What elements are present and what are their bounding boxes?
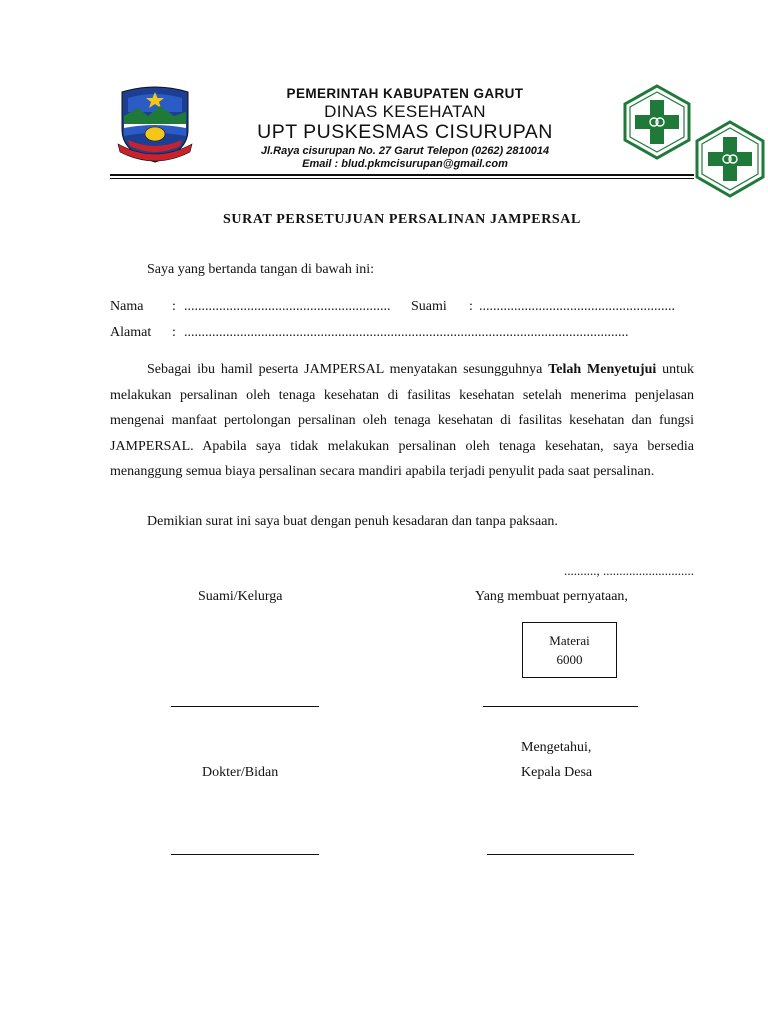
nama-colon: :: [172, 299, 176, 314]
letterhead-divider-thin: [110, 178, 694, 179]
stamp-duty-label: Materai: [549, 633, 590, 648]
suami-field[interactable]: ........................................................: [479, 299, 675, 314]
government-name: PEMERINTAH KABUPATEN GARUT: [286, 86, 524, 101]
village-head-signature-line: [487, 854, 634, 855]
village-head-signature-label: Kepala Desa: [521, 765, 593, 780]
intro-text: Saya yang bertanda tangan di bawah ini:: [147, 262, 375, 277]
alamat-field[interactable]: ...............................................................................................................................: [184, 325, 629, 340]
stamp-duty-value: 6000: [556, 652, 583, 667]
alamat-label: Alamat: [110, 325, 152, 340]
institution-email: Email : blud.pkmcisurupan@gmail.com: [302, 158, 508, 170]
statement-emphasis: Telah Menyetujui: [548, 362, 657, 377]
nama-field[interactable]: ...........................................................: [184, 299, 391, 314]
health-cross-icon: [622, 84, 692, 160]
alamat-colon: :: [172, 325, 176, 340]
stamp-duty-box: [522, 622, 617, 678]
document-title: SURAT PERSETUJUAN PERSALINAN JAMPERSAL: [223, 212, 581, 227]
declarant-signature-line: [483, 706, 638, 707]
nama-label: Nama: [110, 299, 144, 314]
acknowledge-label: Mengetahui,: [521, 740, 592, 755]
health-cross-icon: [694, 120, 766, 198]
department-name: DINAS KESEHATAN: [324, 102, 486, 121]
declarant-signature-label: Yang membuat pernyataan,: [475, 589, 628, 604]
letterhead-divider-thick: [110, 174, 694, 176]
statement-text-end: untuk melakukan persalinan oleh tenaga kesehatan di fasilitas kesehatan setelah menerima penjelasan mengenai manfaat pertolongan persalinan oleh tenaga kesehatan di fasilitas kesehatan dan fungsi JAMPERSAL. Apabila saya tidak melakukan persalinan oleh tenaga kesehatan, saya bersedia menanggung semua biaya persalinan secara mandiri apabila terjadi penyulit pada saat persalinan.: [110, 362, 695, 480]
suami-colon: :: [469, 299, 473, 314]
husband-signature-line: [171, 706, 319, 707]
place-date-field[interactable]: .........., ............................: [564, 563, 694, 578]
suami-label: Suami: [411, 299, 447, 314]
statement-text-start: Sebagai ibu hamil peserta JAMPERSAL menyatakan sesungguhnya: [147, 362, 549, 377]
husband-signature-label: Suami/Kelurga: [198, 589, 283, 604]
statement-paragraph: [110, 357, 694, 485]
closing-paragraph: Demikian surat ini saya buat dengan penuh kesadaran dan tanpa paksaan.: [147, 514, 558, 529]
regency-crest-icon: [116, 82, 194, 164]
institution-address: Jl.Raya cisurupan No. 27 Garut Telepon (0262) 2810014: [260, 145, 550, 157]
doctor-signature-line: [171, 854, 319, 855]
doctor-signature-label: Dokter/Bidan: [202, 765, 279, 780]
institution-name: UPT PUSKESMAS CISURUPAN: [257, 121, 553, 143]
